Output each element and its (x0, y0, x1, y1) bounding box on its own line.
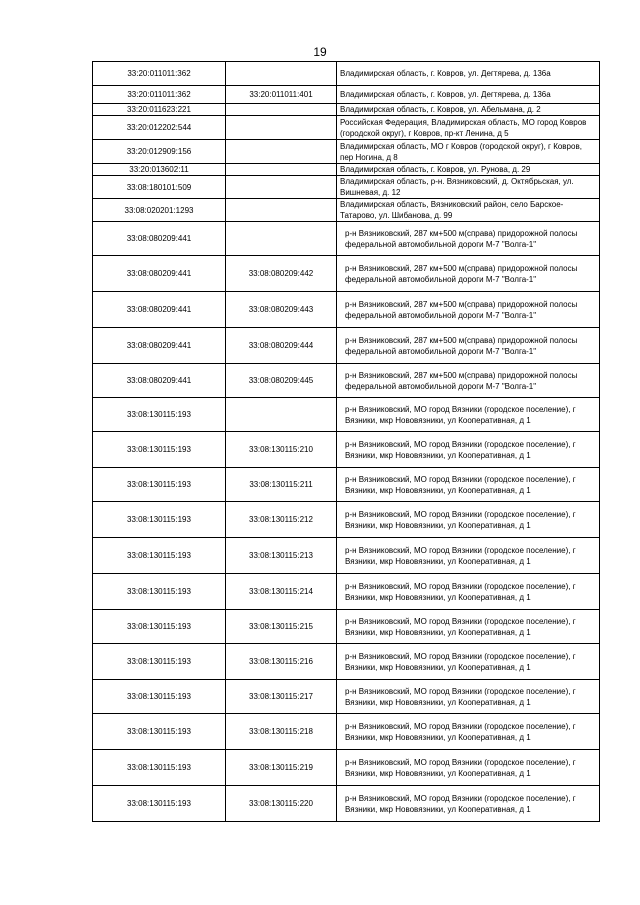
page-number: 19 (313, 45, 327, 59)
table-row (93, 104, 600, 116)
parcel-number-cell: 33:08:130115:193 (93, 786, 226, 822)
address-cell: р-н Вязниковский, 287 км+500 м(справа) придорожной полосы федеральной автомобильной дороги М-7 "Волга-1" (337, 328, 600, 364)
address-cell: р-н Вязниковский, 287 км+500 м(справа) придорожной полосы федеральной автомобильной дороги М-7 "Волга-1" (337, 256, 600, 292)
table-row (93, 86, 600, 104)
address-cell: р-н Вязниковский, МО город Вязники (городское поселение), г Вязники, мкр Нововязники, ул Кооперативная, д 1 (337, 786, 600, 822)
sub-parcel-number-cell: 33:20:011011:401 (226, 86, 337, 104)
address-cell: р-н Вязниковский, МО город Вязники (городское поселение), г Вязники, мкр Нововязники, ул Кооперативная, д 1 (337, 680, 600, 714)
parcel-number-cell: 33:08:130115:193 (93, 644, 226, 680)
address-cell: р-н Вязниковский, МО город Вязники (городское поселение), г Вязники, мкр Нововязники, ул Кооперативная, д 1 (337, 644, 600, 680)
parcel-number-cell: 33:08:130115:193 (93, 610, 226, 644)
parcel-number-cell: 33:08:130115:193 (93, 750, 226, 786)
parcel-number-cell: 33:20:012202:544 (93, 116, 226, 140)
sub-parcel-number-cell: 33:08:130115:210 (226, 432, 337, 468)
parcel-number-cell: 33:08:080209:441 (93, 364, 226, 398)
sub-parcel-number-cell: 33:08:130115:218 (226, 714, 337, 750)
parcel-number-cell: 33:08:180101:509 (93, 176, 226, 199)
parcel-number-cell: 33:08:080209:441 (93, 222, 226, 256)
parcel-number-cell: 33:08:130115:193 (93, 538, 226, 574)
address-cell: р-н Вязниковский, МО город Вязники (городское поселение), г Вязники, мкр Нововязники, ул Кооперативная, д 1 (337, 750, 600, 786)
address-cell: р-н Вязниковский, 287 км+500 м(справа) придорожной полосы федеральной автомобильной дороги М-7 "Волга-1" (337, 292, 600, 328)
parcel-number-cell: 33:08:130115:193 (93, 468, 226, 502)
sub-parcel-number-cell: 33:08:080209:444 (226, 328, 337, 364)
parcel-number-cell: 33:08:130115:193 (93, 574, 226, 610)
address-cell: Владимирская область, Вязниковский район, село Барское-Татарово, ул. Шибанова, д. 99 (337, 199, 600, 222)
address-cell: Владимирская область, МО г Ковров (городской округ), г Ковров, пер Ногина, д 8 (337, 140, 600, 164)
sub-parcel-number-cell: 33:08:130115:215 (226, 610, 337, 644)
address-cell: р-н Вязниковский, 287 км+500 м(справа) придорожной полосы федеральной автомобильной дороги М-7 "Волга-1" (337, 364, 600, 398)
sub-parcel-number-cell (226, 62, 337, 86)
table-row (93, 292, 600, 328)
table-row (93, 750, 600, 786)
parcel-number-cell: 33:08:080209:441 (93, 292, 226, 328)
address-cell: Владимирская область, г. Ковров, ул. Дегтярева, д. 136а (337, 62, 600, 86)
sub-parcel-number-cell (226, 222, 337, 256)
parcel-number-cell: 33:20:011623:221 (93, 104, 226, 116)
address-cell: Владимирская область, г. Ковров, ул. Рунова, д. 29 (337, 164, 600, 176)
table-row (93, 680, 600, 714)
parcel-number-cell: 33:08:020201:1293 (93, 199, 226, 222)
table-row (93, 364, 600, 398)
table-row (93, 610, 600, 644)
table-row (93, 176, 600, 199)
address-cell: Владимирская область, р-н. Вязниковский, д. Октябрьская, ул. Вишневая, д. 12 (337, 176, 600, 199)
parcel-number-cell: 33:20:012909:156 (93, 140, 226, 164)
sub-parcel-number-cell: 33:08:080209:445 (226, 364, 337, 398)
address-cell: р-н Вязниковский, МО город Вязники (городское поселение), г Вязники, мкр Нововязники, ул Кооперативная, д 1 (337, 468, 600, 502)
parcel-number-cell: 33:08:130115:193 (93, 432, 226, 468)
sub-parcel-number-cell (226, 116, 337, 140)
table-row (93, 328, 600, 364)
sub-parcel-number-cell: 33:08:130115:214 (226, 574, 337, 610)
address-cell: р-н Вязниковский, МО город Вязники (городское поселение), г Вязники, мкр Нововязники, ул Кооперативная, д 1 (337, 538, 600, 574)
address-cell: р-н Вязниковский, МО город Вязники (городское поселение), г Вязники, мкр Нововязники, ул Кооперативная, д 1 (337, 502, 600, 538)
table-row (93, 574, 600, 610)
parcel-number-cell: 33:20:011011:362 (93, 62, 226, 86)
address-cell: Владимирская область, г. Ковров, ул. Дегтярева, д. 136а (337, 86, 600, 104)
sub-parcel-number-cell: 33:08:130115:211 (226, 468, 337, 502)
address-cell: р-н Вязниковский, МО город Вязники (городское поселение), г Вязники, мкр Нововязники, ул Кооперативная, д 1 (337, 714, 600, 750)
sub-parcel-number-cell (226, 164, 337, 176)
parcel-number-cell: 33:20:013602:11 (93, 164, 226, 176)
table-row (93, 714, 600, 750)
table-row (93, 502, 600, 538)
parcel-number-cell: 33:08:080209:441 (93, 328, 226, 364)
parcel-number-cell: 33:08:130115:193 (93, 680, 226, 714)
cadastral-table-body (93, 62, 600, 822)
address-cell: р-н Вязниковский, МО город Вязники (городское поселение), г Вязники, мкр Нововязники, ул Кооперативная, д 1 (337, 610, 600, 644)
address-cell: р-н Вязниковский, МО город Вязники (городское поселение), г Вязники, мкр Нововязники, ул Кооперативная, д 1 (337, 398, 600, 432)
table-row (93, 398, 600, 432)
address-cell: р-н Вязниковский, МО город Вязники (городское поселение), г Вязники, мкр Нововязники, ул Кооперативная, д 1 (337, 432, 600, 468)
address-cell: Российская Федерация, Владимирская область, МО город Ковров (городской округ), г Ковров, пр-кт Ленина, д 5 (337, 116, 600, 140)
parcel-number-cell: 33:08:130115:193 (93, 502, 226, 538)
address-cell: р-н Вязниковский, МО город Вязники (городское поселение), г Вязники, мкр Нововязники, ул Кооперативная, д 1 (337, 574, 600, 610)
table-row (93, 222, 600, 256)
table-row (93, 786, 600, 822)
cadastral-table (92, 61, 600, 822)
sub-parcel-number-cell (226, 398, 337, 432)
table-row (93, 432, 600, 468)
table-row (93, 62, 600, 86)
table-row (93, 256, 600, 292)
table-row (93, 140, 600, 164)
address-cell: Владимирская область, г. Ковров, ул. Абельмана, д. 2 (337, 104, 600, 116)
sub-parcel-number-cell: 33:08:130115:219 (226, 750, 337, 786)
table-row (93, 199, 600, 222)
sub-parcel-number-cell (226, 176, 337, 199)
sub-parcel-number-cell: 33:08:130115:217 (226, 680, 337, 714)
parcel-number-cell: 33:08:080209:441 (93, 256, 226, 292)
table-row (93, 164, 600, 176)
table-row (93, 644, 600, 680)
sub-parcel-number-cell (226, 140, 337, 164)
parcel-number-cell: 33:20:011011:362 (93, 86, 226, 104)
table-row (93, 468, 600, 502)
parcel-number-cell: 33:08:130115:193 (93, 398, 226, 432)
sub-parcel-number-cell: 33:08:130115:212 (226, 502, 337, 538)
sub-parcel-number-cell: 33:08:080209:443 (226, 292, 337, 328)
parcel-number-cell: 33:08:130115:193 (93, 714, 226, 750)
sub-parcel-number-cell (226, 104, 337, 116)
table-row (93, 538, 600, 574)
sub-parcel-number-cell: 33:08:130115:213 (226, 538, 337, 574)
sub-parcel-number-cell: 33:08:080209:442 (226, 256, 337, 292)
address-cell: р-н Вязниковский, 287 км+500 м(справа) придорожной полосы федеральной автомобильной дороги М-7 "Волга-1" (337, 222, 600, 256)
sub-parcel-number-cell (226, 199, 337, 222)
sub-parcel-number-cell: 33:08:130115:216 (226, 644, 337, 680)
sub-parcel-number-cell: 33:08:130115:220 (226, 786, 337, 822)
table-row (93, 116, 600, 140)
